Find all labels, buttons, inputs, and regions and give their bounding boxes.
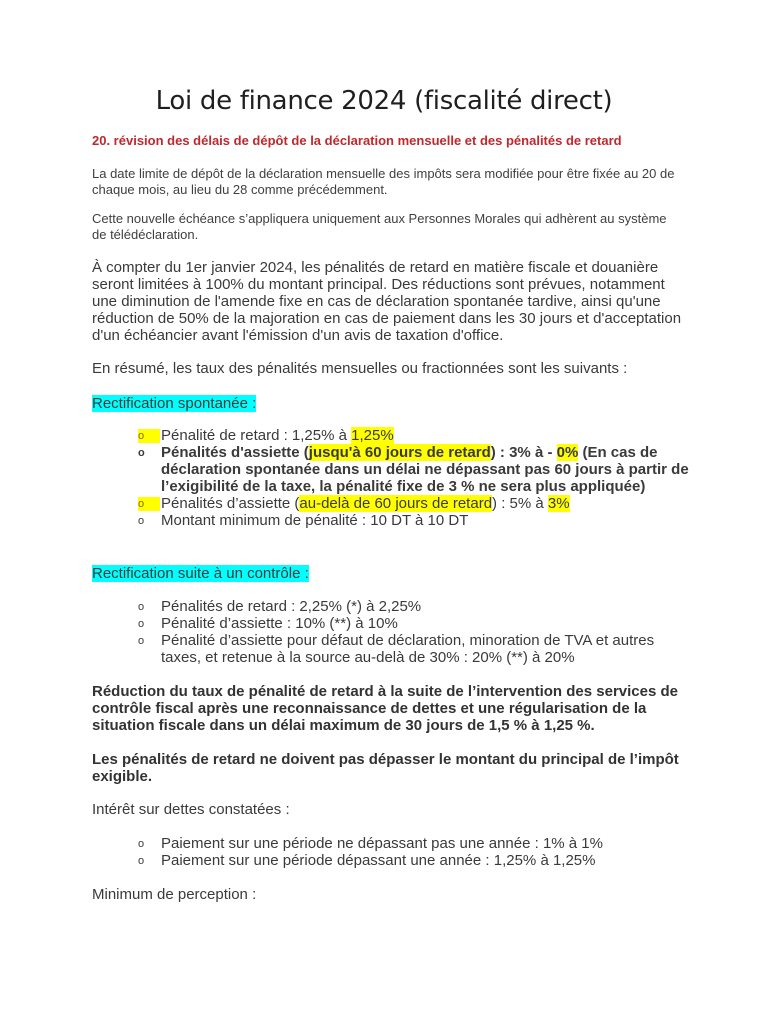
bullet-icon: o <box>138 429 160 443</box>
highlighted-text: jusqu'à 60 jours de retard <box>308 444 491 461</box>
paragraph-penalties-2024: À compter du 1er janvier 2024, les pénalités de retard en matière fiscale et douanière seront limitées à 100% du montant principal. Des réductions sont prévues, notamment une diminution de l'amende fixe en cas de déclaration spontanée tardive, ainsi qu'une réduction de 50% de la majoration en cas de paiement dans les 30 jours et d'acceptation d'un échéancier avant l'émission d'un avis de taxation d'office. <box>92 259 682 344</box>
list-item <box>92 852 692 869</box>
paragraph-scope: Cette nouvelle échéance s’appliquera uniquement aux Personnes Morales qui adhèrent au système de télédéclaration. <box>92 211 667 242</box>
item-text: Pénalité de retard : 1,25% à <box>161 427 352 444</box>
list-item <box>92 835 692 852</box>
list-item <box>92 632 692 666</box>
item-text: ) : 5% à <box>492 495 548 512</box>
item-text: Pénalités d'assiette ( <box>161 444 309 461</box>
label-rectification-controle <box>92 565 309 582</box>
bullet-icon: o <box>138 618 145 630</box>
paragraph-limit: Les pénalités de retard ne doivent pas dépasser le montant du principal de l’impôt exigible. <box>92 751 679 785</box>
list-interet <box>92 835 692 869</box>
document-title: Loi de finance 2024 (fiscalité direct) <box>155 86 613 116</box>
item-text: Paiement sur une période dépassant une année : 1,25% à 1,25% <box>161 852 596 869</box>
highlighted-value: 0% <box>556 444 579 461</box>
label-interet: Intérêt sur dettes constatées : <box>92 801 290 818</box>
item-text: Pénalité d’assiette pour défaut de déclaration, minoration de TVA et autres taxes, et retenue à la source au-delà de 30% : 20% (**) à 20% <box>161 632 655 666</box>
highlighted-value: 1,25% <box>351 427 394 444</box>
list-item <box>92 512 692 529</box>
bullet-icon: o <box>138 515 145 527</box>
list-item <box>92 427 692 444</box>
item-text: Pénalité d’assiette : 10% (**) à 10% <box>161 615 398 632</box>
item-text: (En cas de déclaration spontanée dans un délai ne dépassant pas 60 jours à partir de l’exigibilité de la taxe, la pénalité fixe de 3 % ne sera plus appliquée) <box>161 444 689 495</box>
item-text: ) : 3% à - <box>490 444 557 461</box>
list-rectification-controle <box>92 598 692 666</box>
bullet-icon: o <box>138 447 145 459</box>
paragraph-reduction: Réduction du taux de pénalité de retard à la suite de l’intervention des services de contrôle fiscal après une reconnaissance de dettes et une régularisation de la situation fiscale dans un délai maximum de 30 jours de 1,5 % à 1,25 %. <box>92 683 679 734</box>
bullet-icon: o <box>138 855 145 867</box>
list-rectification-spontanee <box>92 427 692 529</box>
item-text: Pénalités d’assiette ( <box>161 495 300 512</box>
label-rectification-spontanee <box>92 395 256 412</box>
bullet-icon: o <box>138 601 145 613</box>
section-heading: 20. révision des délais de dépôt de la déclaration mensuelle et des pénalités de retard <box>92 133 622 148</box>
bullet-icon: o <box>138 838 145 850</box>
highlighted-text: au-delà de 60 jours de retard <box>299 495 493 512</box>
highlighted-value: 3% <box>547 495 570 512</box>
label-minimum-perception: Minimum de perception : <box>92 886 257 903</box>
label-text: Rectification spontanée : <box>92 395 257 412</box>
item-text: Montant minimum de pénalité : 10 DT à 10 DT <box>161 512 469 529</box>
label-text: Rectification suite à un contrôle : <box>92 565 309 582</box>
paragraph-deadline: La date limite de dépôt de la déclaration mensuelle des impôts sera modifiée pour être fixée au 20 de chaque mois, au lieu du 28 comme précédemment. <box>92 166 675 197</box>
paragraph-summary: En résumé, les taux des pénalités mensuelles ou fractionnées sont les suivants : <box>92 360 628 377</box>
bullet-icon: o <box>138 635 145 647</box>
item-text: Pénalités de retard : 2,25% (*) à 2,25% <box>161 598 422 615</box>
bullet-icon: o <box>138 497 160 511</box>
list-item <box>92 615 692 632</box>
item-text: Paiement sur une période ne dépassant pas une année : 1% à 1% <box>161 835 603 852</box>
list-item <box>92 444 692 495</box>
list-item <box>92 495 692 512</box>
list-item <box>92 598 692 615</box>
